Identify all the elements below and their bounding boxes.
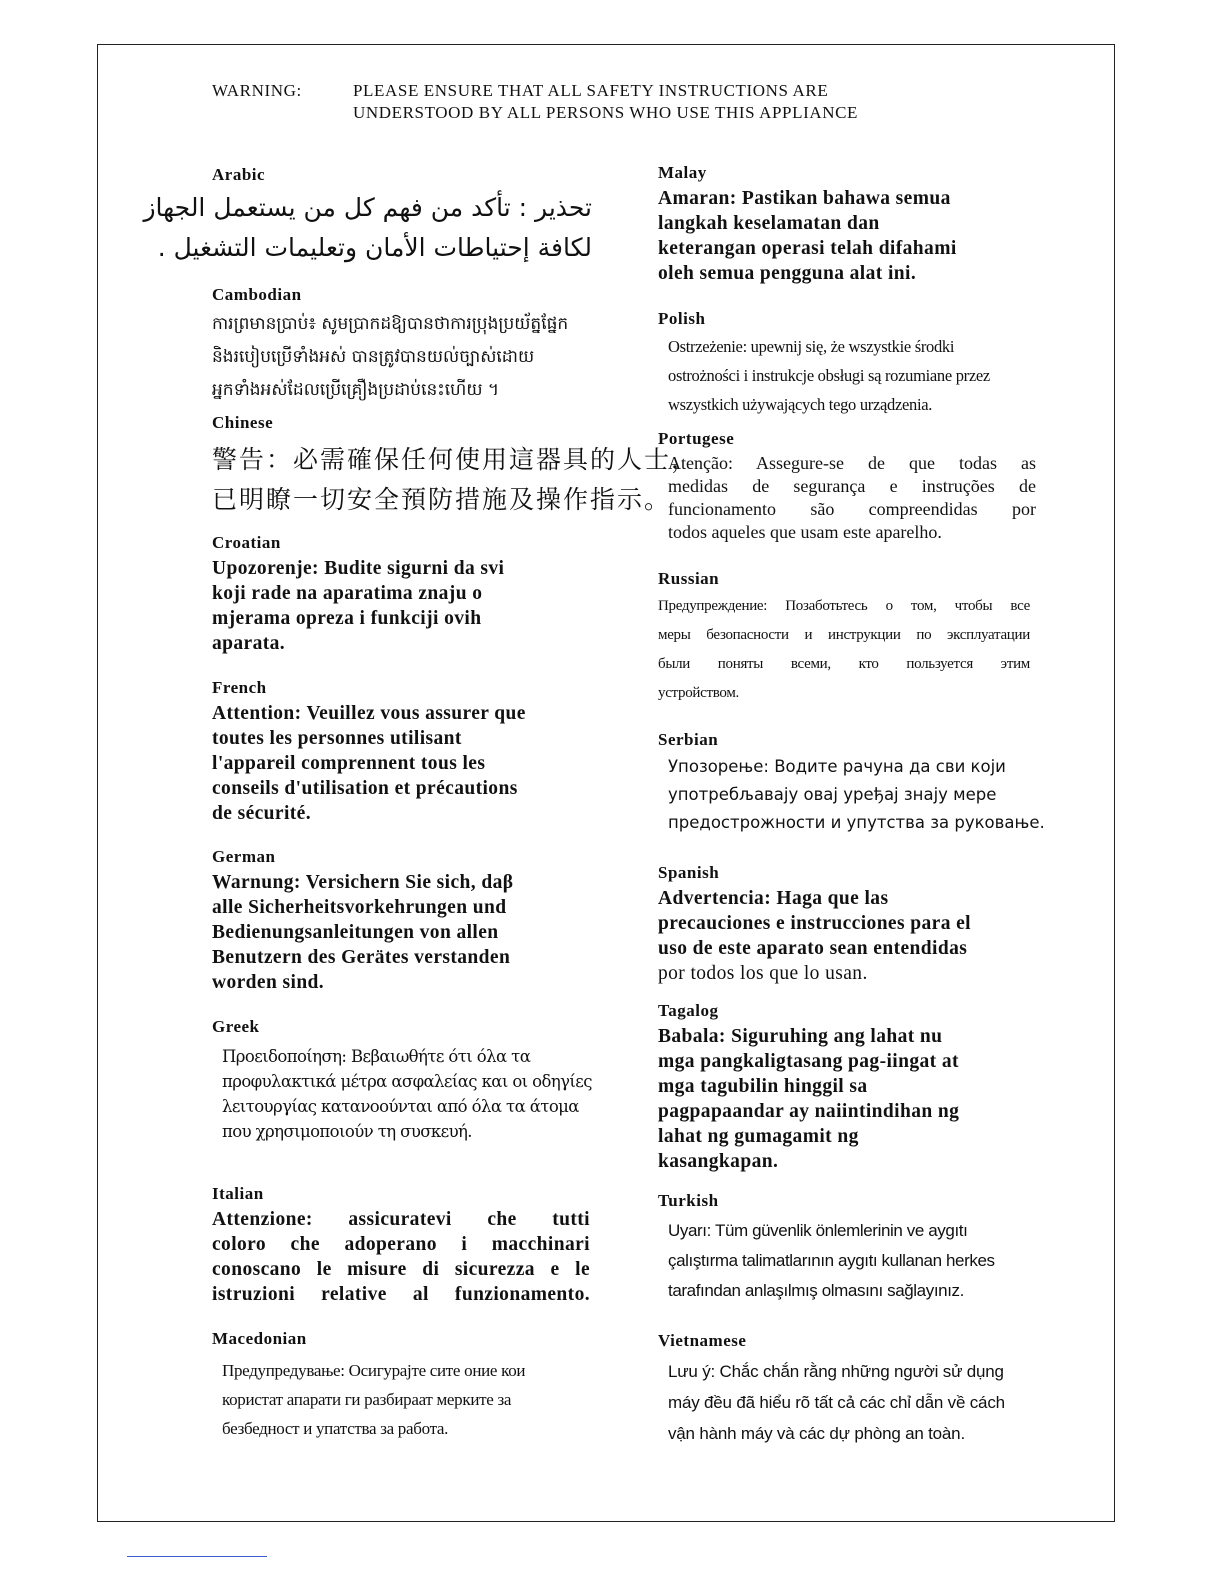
language-heading: Serbian bbox=[658, 730, 719, 749]
section-russian bbox=[658, 568, 1040, 708]
warning-text-vietnamese bbox=[658, 1356, 1040, 1449]
text-line: Предупреждение: Позаботьтесь о том, чтобы все bbox=[658, 598, 1030, 614]
text-line: vận hành máy và các dự phòng an toàn. bbox=[668, 1424, 965, 1443]
text-line: keterangan operasi telah difahami bbox=[658, 238, 957, 259]
text-line: langkah keselamatan dan bbox=[658, 213, 880, 234]
bottom-underline bbox=[127, 1556, 267, 1557]
text-line: funcionamento são compreendidas por bbox=[668, 499, 1036, 519]
text-line: mga pangkaligtasang pag-iingat at bbox=[658, 1051, 959, 1072]
text-line: Lưu ý: Chắc chắn rằng những người sử dụng bbox=[668, 1362, 1004, 1381]
text-line: Atenção: Assegure-se de que todas as bbox=[668, 453, 1036, 473]
text-line: de sécurité. bbox=[212, 803, 312, 824]
section-portugese bbox=[658, 428, 1040, 544]
language-heading: Spanish bbox=[658, 863, 720, 882]
text-line: aparata. bbox=[212, 633, 286, 654]
section-croatian bbox=[212, 532, 596, 656]
text-line: Attention: Veuillez vous assurer que bbox=[212, 703, 526, 724]
text-line: និងរបៀបប្រើទាំងអស់ បានត្រូវបានយល់ច្បាស់ដោយ bbox=[212, 347, 535, 367]
text-line: لكافة إحتياطات الأمان وتعليمات التشغيل . bbox=[157, 233, 592, 262]
language-heading: French bbox=[212, 678, 267, 697]
language-heading: Polish bbox=[658, 309, 706, 328]
text-line: Attenzione: assicuratevi che tutti bbox=[212, 1209, 590, 1230]
warning-text-german bbox=[212, 870, 596, 995]
text-line: precauciones e instrucciones para el bbox=[658, 913, 972, 934]
text-line: mga tagubilin hinggil sa bbox=[658, 1076, 868, 1097]
warning-text-croatian bbox=[212, 556, 596, 656]
warning-text-polish bbox=[658, 332, 1040, 419]
text-line: toutes les personnes utilisant bbox=[212, 728, 462, 749]
text-line: pagpapaandar ay naiintindihan ng bbox=[658, 1101, 960, 1122]
warning-text bbox=[353, 80, 858, 124]
text-line: wszystkich używających tego urządzenia. bbox=[668, 395, 933, 414]
text-line: 已明瞭一切安全預防措施及操作指示。 bbox=[212, 485, 672, 514]
text-line: istruzioni relative al funzionamento. bbox=[212, 1284, 590, 1305]
language-heading: German bbox=[212, 847, 276, 866]
warning-text-italian bbox=[212, 1207, 590, 1307]
text-line: безбедност и упатства за работа. bbox=[222, 1419, 449, 1438]
section-arabic bbox=[143, 164, 596, 268]
warning-line: UNDERSTOOD BY ALL PERSONS WHO USE THIS APPLIANCE bbox=[353, 103, 859, 122]
warning-text-russian bbox=[658, 592, 1030, 708]
text-line: που χρησιμοποιούν τη συσκευή. bbox=[222, 1122, 472, 1141]
text-line: 警告：必需確保任何使用這器具的人士， bbox=[212, 445, 699, 474]
section-malay bbox=[658, 162, 1040, 286]
text-line: употребљавају овај уређај знају мере bbox=[668, 785, 997, 804]
language-heading: Croatian bbox=[212, 533, 281, 552]
section-polish bbox=[658, 308, 1040, 419]
language-heading: Vietnamese bbox=[658, 1331, 747, 1350]
warning-text-greek bbox=[212, 1044, 596, 1144]
text-line: conseils d'utilisation et précautions bbox=[212, 778, 518, 799]
text-line: máy đều đã hiểu rõ tất cả các chỉ dẫn về cách bbox=[668, 1393, 1005, 1412]
text-line: были поняты всеми, кто пользуется этим bbox=[658, 656, 1030, 672]
text-line: l'appareil comprennent tous les bbox=[212, 753, 486, 774]
text-line: worden sind. bbox=[212, 972, 325, 993]
text-line: ការព្រមានប្រាប់៖ សូមប្រាកដឱ្យបានថាការប្រុងប្រយ័ត្នផ្នែក bbox=[212, 314, 569, 334]
language-heading: Greek bbox=[212, 1017, 260, 1036]
section-serbian bbox=[658, 729, 1045, 837]
warning-text-french bbox=[212, 701, 596, 826]
warning-text-serbian bbox=[658, 753, 1045, 837]
text-line: λειτουργίας κατανοούνται από όλα τα άτομα bbox=[222, 1097, 579, 1116]
text-line: предострожности и упутства за руковање. bbox=[668, 813, 1045, 832]
text-line: todos aqueles que usam este aparelho. bbox=[668, 522, 942, 542]
text-line: تحذير : تأكد من فهم كل من يستعمل الجهاز bbox=[143, 193, 592, 222]
text-line: користат апарати ги разбираат мерките за bbox=[222, 1390, 512, 1409]
text-line: Warnung: Versichern Sie sich, daβ bbox=[212, 872, 514, 893]
text-line: medidas de segurança e instruções de bbox=[668, 476, 1036, 496]
text-line: coloro che adoperano i macchinari bbox=[212, 1234, 590, 1255]
language-heading: Malay bbox=[658, 163, 707, 182]
text-line: por todos los que lo usan. bbox=[658, 963, 868, 984]
text-line: uso de este aparato sean entendidas bbox=[658, 938, 968, 959]
text-line: Uyarı: Tüm güvenlik önlemlerinin ve aygıtı bbox=[668, 1221, 968, 1240]
text-line: tarafından anlaşılmış olmasını sağlayınız. bbox=[668, 1281, 964, 1300]
text-line: conoscano le misure di sicurezza e le bbox=[212, 1259, 590, 1280]
language-heading: Portugese bbox=[658, 429, 735, 448]
text-line: mjerama opreza i funkciji ovih bbox=[212, 608, 482, 629]
language-heading: Cambodian bbox=[212, 285, 302, 304]
language-heading: Tagalog bbox=[658, 1001, 719, 1020]
text-line: устройством. bbox=[658, 685, 739, 701]
text-line: lahat ng gumagamit ng bbox=[658, 1126, 859, 1147]
warning-label: WARNING: bbox=[212, 81, 302, 100]
language-heading: Arabic bbox=[212, 165, 266, 184]
text-line: Advertencia: Haga que las bbox=[658, 888, 889, 909]
text-line: Bedienungsanleitungen von allen bbox=[212, 922, 499, 943]
text-line: koji rade na aparatima znaju o bbox=[212, 583, 483, 604]
text-line: oleh semua pengguna alat ini. bbox=[658, 263, 917, 284]
text-line: alle Sicherheitsvorkehrungen und bbox=[212, 897, 507, 918]
section-macedonian bbox=[212, 1328, 596, 1443]
text-line: Upozorenje: Budite sigurni da svi bbox=[212, 558, 505, 579]
text-line: Benutzern des Gerätes verstanden bbox=[212, 947, 511, 968]
section-french bbox=[212, 677, 596, 826]
section-turkish bbox=[658, 1190, 1040, 1306]
text-line: Babala: Siguruhing ang lahat nu bbox=[658, 1026, 943, 1047]
section-german bbox=[212, 846, 596, 995]
warning-line: PLEASE ENSURE THAT ALL SAFETY INSTRUCTIONS ARE bbox=[353, 81, 829, 100]
language-heading: Macedonian bbox=[212, 1329, 307, 1348]
language-heading: Chinese bbox=[212, 413, 274, 432]
text-line: меры безопасности и инструкции по эксплуатации bbox=[658, 627, 1030, 643]
text-line: çalıştırma talimatlarının aygıtı kullanan herkes bbox=[668, 1251, 995, 1270]
warning-text-macedonian bbox=[212, 1356, 596, 1443]
warning-text-spanish bbox=[658, 886, 1040, 986]
warning-text-portugese bbox=[658, 452, 1036, 544]
language-heading: Turkish bbox=[658, 1191, 719, 1210]
section-tagalog bbox=[658, 1000, 1040, 1174]
text-line: kasangkapan. bbox=[658, 1151, 779, 1172]
language-heading: Russian bbox=[658, 569, 720, 588]
text-line: προφυλακτικά μέτρα ασφαλείας και οι οδηγίες bbox=[222, 1072, 592, 1091]
warning-text-tagalog bbox=[658, 1024, 1040, 1174]
warning-text-cambodian bbox=[212, 308, 596, 407]
warning-text-malay bbox=[658, 186, 1040, 286]
section-italian bbox=[212, 1183, 596, 1307]
text-line: Упозорење: Водите рачуна да сви који bbox=[668, 757, 1006, 776]
text-line: ostrożności i instrukcje obsługi są rozumiane przez bbox=[668, 366, 990, 385]
warning-text-arabic bbox=[143, 188, 592, 268]
text-line: Ostrzeżenie: upewnij się, że wszystkie środki bbox=[668, 337, 955, 356]
section-greek bbox=[212, 1016, 596, 1144]
text-line: Amaran: Pastikan bahawa semua bbox=[658, 188, 951, 209]
text-line: Προειδοποίηση: Βεβαιωθήτε ότι όλα τα bbox=[222, 1047, 531, 1066]
text-line: Предупредување: Осигурајте сите оние кои bbox=[222, 1361, 526, 1380]
language-heading: Italian bbox=[212, 1184, 264, 1203]
warning-text-chinese bbox=[212, 440, 699, 520]
section-cambodian bbox=[212, 284, 596, 407]
section-spanish bbox=[658, 862, 1040, 986]
text-line: អ្នកទាំងអស់ដែលប្រើគ្រឿងប្រដាប់នេះហើយ ។ bbox=[212, 380, 500, 400]
section-vietnamese bbox=[658, 1330, 1040, 1449]
warning-text-turkish bbox=[658, 1216, 1040, 1306]
